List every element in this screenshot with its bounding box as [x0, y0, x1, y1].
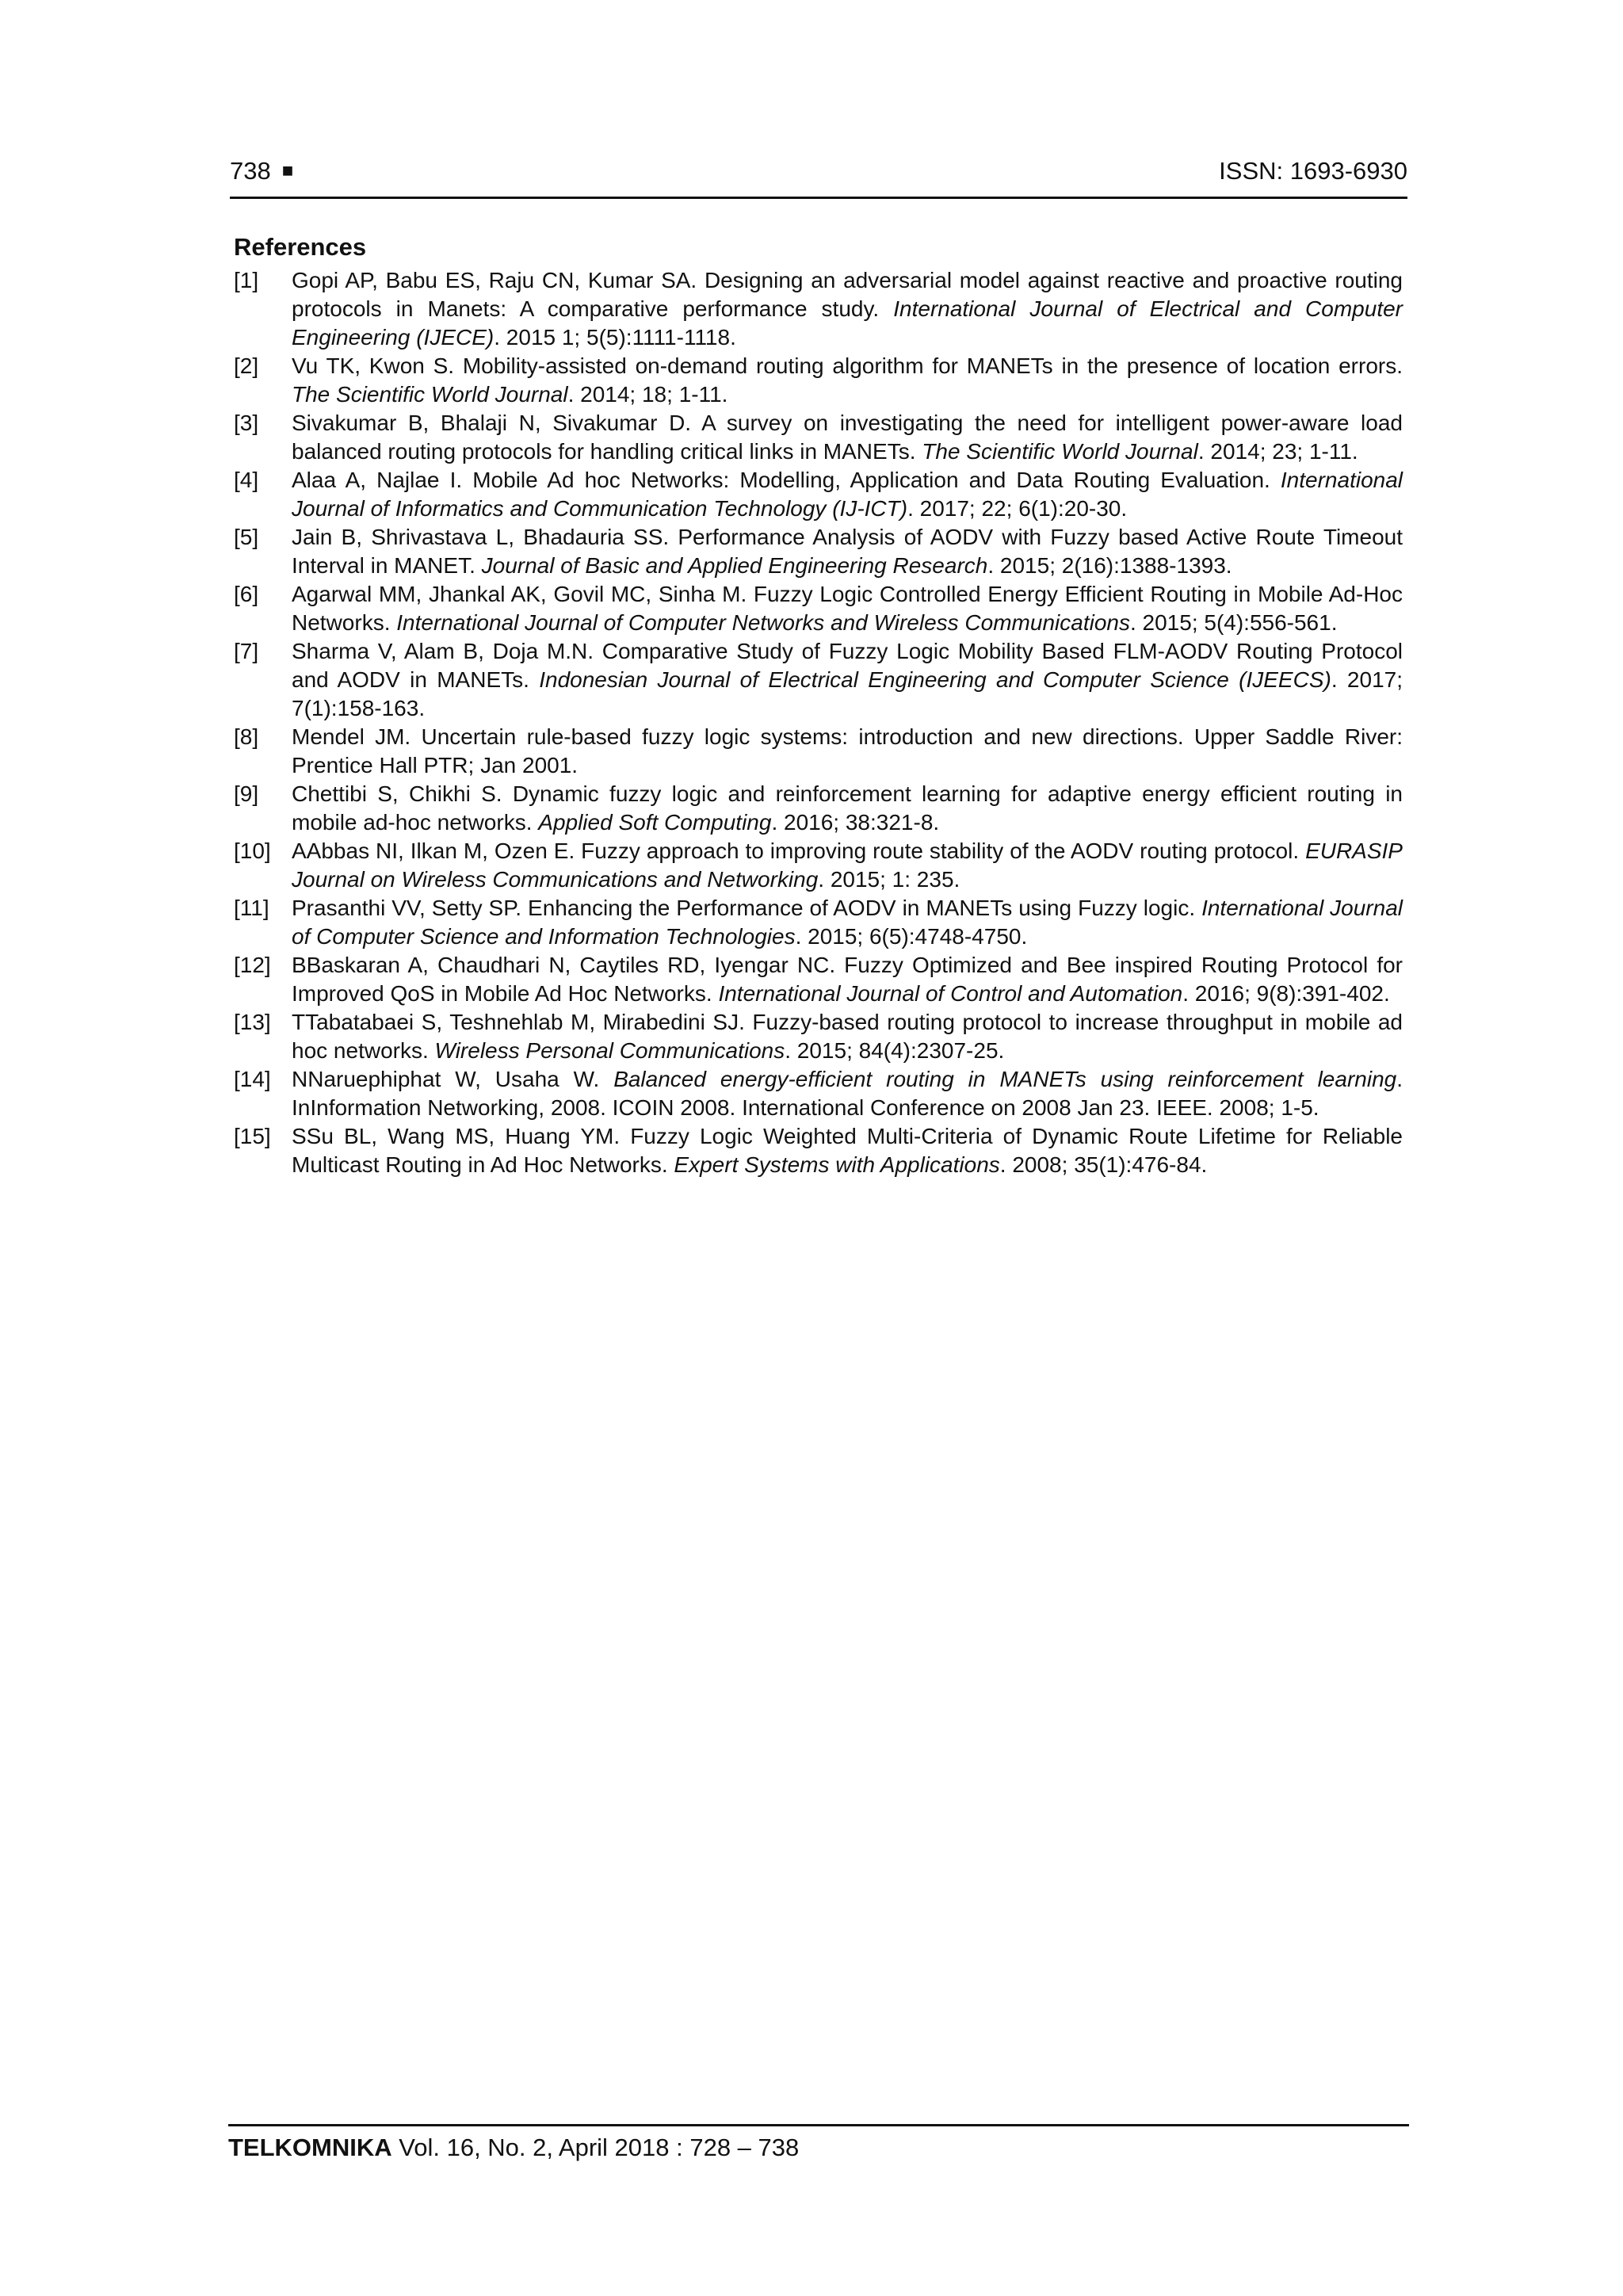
issn: ISSN: 1693-6930 [1219, 157, 1407, 185]
reference-text: Agarwal MM, Jhankal AK, Govil MC, Sinha M. Fuzzy Logic Controlled Energy Efficient Routing in Mobile Ad-Hoc Networks. [292, 582, 1403, 635]
reference-number: [5] [234, 525, 259, 549]
reference-item [234, 1008, 1403, 1065]
reference-item [234, 894, 1403, 951]
reference-number: [8] [234, 724, 259, 749]
reference-journal: International Journal of Control and Automation [718, 981, 1183, 1006]
reference-journal: Journal of Basic and Applied Engineering Research [481, 553, 988, 578]
references-list [234, 266, 1403, 1179]
reference-number: [12] [234, 953, 271, 977]
reference-text: SSu BL, Wang MS, Huang YM. Fuzzy Logic Weighted Multi-Criteria of Dynamic Route Lifetime for Reliable Multicast Routing in Ad Hoc Networks. [292, 1124, 1403, 1177]
reference-journal: Indonesian Journal of Electrical Engineering and Computer Science (IJEECS) [539, 667, 1331, 692]
page-number-block [230, 157, 293, 185]
reference-journal: The Scientific World Journal [922, 439, 1198, 464]
reference-number: [1] [234, 268, 259, 292]
footer-details: Vol. 16, No. 2, April 2018 : 728 – 738 [391, 2134, 800, 2161]
reference-text: Jain B, Shrivastava L, Bhadauria SS. Performance Analysis of AODV with Fuzzy based Active Route Timeout Interval in MANET. [292, 525, 1403, 578]
reference-number: [13] [234, 1010, 271, 1034]
reference-number: [2] [234, 353, 259, 378]
reference-number: [11] [234, 896, 269, 920]
reference-text: . 2015 1; 5(5):1111-1118. [494, 325, 736, 350]
reference-text: . 2017; 7(1):158-163. [292, 667, 1403, 720]
reference-item [234, 1122, 1403, 1179]
reference-text: . 2014; 23; 1-11. [1197, 439, 1358, 464]
reference-text: Mendel JM. Uncertain rule-based fuzzy logic systems: introduction and new directions. Upper Saddle River: Prentice Hall PTR; Jan 2001. [292, 724, 1403, 777]
reference-journal: Balanced energy-efficient routing in MANETs using reinforcement learning [613, 1067, 1397, 1091]
reference-journal: The Scientific World Journal [292, 382, 568, 407]
reference-item [234, 637, 1403, 723]
page-header [230, 155, 1407, 199]
reference-item [234, 466, 1403, 523]
reference-text: Sivakumar B, Bhalaji N, Sivakumar D. A survey on investigating the need for intelligent power-aware load balanced routing protocols for handling critical links in MANETs. [292, 411, 1403, 464]
square-icon: ■ [281, 160, 294, 181]
reference-item [234, 352, 1403, 409]
reference-text: . 2015; 2(16):1388-1393. [987, 553, 1232, 578]
references-heading: References [234, 233, 367, 261]
reference-text: Gopi AP, Babu ES, Raju CN, Kumar SA. Designing an adversarial model against reactive and proactive routing protocols in Manets: A comparative performance study. [292, 268, 1403, 321]
reference-text: Prasanthi VV, Setty SP. Enhancing the Performance of AODV in MANETs using Fuzzy logic. [292, 896, 1202, 920]
page-number: 738 [230, 157, 271, 185]
reference-text: Sharma V, Alam B, Doja M.N. Comparative Study of Fuzzy Logic Mobility Based FLM-AODV Routing Protocol and AODV in MANETs. [292, 639, 1403, 692]
reference-number: [15] [234, 1124, 271, 1148]
reference-number: [10] [234, 839, 271, 863]
reference-item [234, 723, 1403, 780]
reference-journal: Applied Soft Computing [538, 810, 772, 835]
reference-text: Vu TK, Kwon S. Mobility-assisted on-demand routing algorithm for MANETs in the presence of location errors. [292, 353, 1403, 378]
reference-text: . 2015; 6(5):4748-4750. [795, 924, 1028, 949]
reference-journal: International Journal of Computer Science and Information Technologies [292, 896, 1403, 949]
reference-text: Chettibi S, Chikhi S. Dynamic fuzzy logic and reinforcement learning for adaptive energy efficient routing in mobile ad-hoc networks. [292, 781, 1403, 835]
page-footer [228, 2124, 1409, 2162]
reference-item [234, 951, 1403, 1008]
reference-item [234, 523, 1403, 580]
reference-item [234, 780, 1403, 837]
reference-number: [4] [234, 468, 259, 492]
reference-item [234, 580, 1403, 637]
reference-item [234, 266, 1403, 352]
reference-text: . 2008; 35(1):476-84. [999, 1152, 1208, 1177]
reference-text: BBaskaran A, Chaudhari N, Caytiles RD, Iyengar NC. Fuzzy Optimized and Bee inspired Routing Protocol for Improved QoS in Mobile Ad Hoc Networks. [292, 953, 1403, 1006]
reference-journal: International Journal of Informatics and Communication Technology (IJ-ICT) [292, 468, 1403, 521]
reference-journal: EURASIP Journal on Wireless Communications and Networking [292, 839, 1403, 892]
reference-journal: Expert Systems with Applications [674, 1152, 1000, 1177]
reference-text: . InInformation Networking, 2008. ICOIN 2008. International Conference on 2008 Jan 23. IEEE. 2008; 1-5. [292, 1067, 1403, 1120]
reference-journal: International Journal of Electrical and Computer Engineering (IJECE) [292, 296, 1403, 350]
reference-text: . 2016; 9(8):391-402. [1182, 981, 1390, 1006]
reference-text: . 2015; 1: 235. [818, 867, 960, 892]
reference-text: AAbbas NI, Ilkan M, Ozen E. Fuzzy approach to improving route stability of the AODV routing protocol. [292, 839, 1306, 863]
footer-journal-name: TELKOMNIKA [228, 2134, 392, 2161]
reference-journal: International Journal of Computer Networks and Wireless Communications [396, 610, 1130, 635]
reference-number: [14] [234, 1067, 271, 1091]
reference-number: [7] [234, 639, 259, 663]
reference-journal: Wireless Personal Communications [434, 1038, 785, 1063]
reference-number: [6] [234, 582, 259, 606]
reference-item [234, 409, 1403, 466]
reference-text: TTabatabaei S, Teshnehlab M, Mirabedini SJ. Fuzzy-based routing protocol to increase throughput in mobile ad hoc networks. [292, 1010, 1403, 1063]
reference-item [234, 1065, 1403, 1122]
reference-text: NNaruephiphat W, Usaha W. [292, 1067, 614, 1091]
reference-text: . 2015; 5(4):556-561. [1129, 610, 1338, 635]
reference-item [234, 837, 1403, 894]
reference-text: . 2015; 84(4):2307-25. [785, 1038, 1005, 1063]
reference-text: . 2016; 38:321-8. [771, 810, 940, 835]
reference-text: . 2017; 22; 6(1):20-30. [907, 496, 1128, 521]
reference-text: . 2014; 18; 1-11. [567, 382, 728, 407]
reference-number: [9] [234, 781, 259, 806]
reference-number: [3] [234, 411, 259, 435]
reference-text: Alaa A, Najlae I. Mobile Ad hoc Networks: Modelling, Application and Data Routing Evaluation. [292, 468, 1281, 492]
